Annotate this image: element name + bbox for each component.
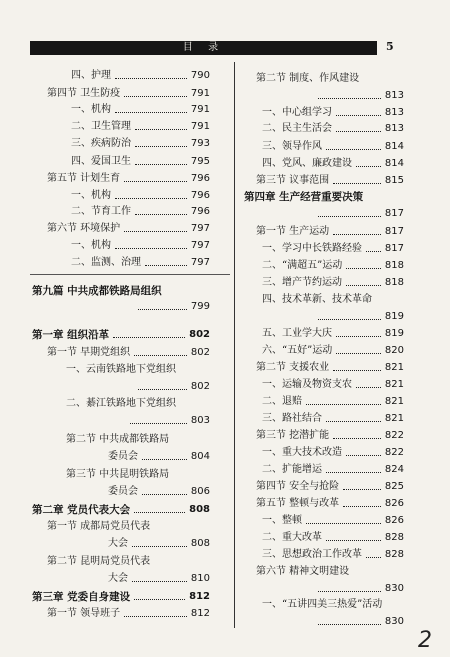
toc-entry-title: 第六节 环境保护 — [47, 223, 121, 234]
toc-entry-page: 825 — [384, 481, 404, 492]
toc-entry-title: 三、思想政治工作改革 — [262, 549, 362, 560]
toc-entry-page: 821 — [384, 362, 404, 373]
toc-leader-dots — [326, 140, 381, 150]
toc-entry-page: 802 — [190, 381, 210, 392]
toc-entry-title: 第二节 制度、作风建设 — [256, 73, 360, 84]
toc-entry — [262, 259, 404, 273]
toc-entry-page: 797 — [190, 240, 210, 251]
toc-leader-dots — [336, 122, 381, 132]
toc-entry — [262, 378, 404, 392]
toc-entry-title: 第三节 议事范围 — [256, 175, 330, 186]
toc-entry-page: 828 — [384, 549, 404, 560]
toc-entry-page: 826 — [384, 515, 404, 526]
toc-entry-title: 六、“五好”运动 — [262, 345, 333, 356]
toc-entry — [262, 293, 404, 307]
toc-entry-title: 四、技术革新、技术革命 — [262, 294, 372, 305]
toc-leader-dots — [336, 327, 381, 337]
toc-leader-dots — [343, 497, 381, 507]
toc-entry — [262, 548, 404, 562]
toc-entry — [256, 565, 404, 579]
toc-leader-dots — [356, 378, 381, 388]
toc-entry-page: 821 — [384, 379, 404, 390]
toc-entry-page: 826 — [384, 498, 404, 509]
toc-entry — [256, 480, 404, 494]
toc-entry-title: 第五节 计划生育 — [47, 173, 121, 184]
toc-entry-title: 委员会 — [108, 451, 138, 462]
page-header-title: 目 录 — [182, 42, 225, 53]
toc-leader-dots — [343, 480, 381, 490]
page-number: 5 — [386, 40, 394, 53]
toc-entry-title: 第六节 精神文明建设 — [256, 566, 350, 577]
toc-entry-page: 806 — [190, 486, 210, 497]
toc-entry-page: 803 — [190, 415, 210, 426]
toc-entry-title: 一、中心组学习 — [262, 107, 332, 118]
toc-entry-title: 第一节 生产运动 — [256, 226, 330, 237]
toc-leader-dots — [346, 446, 381, 456]
toc-entry — [262, 531, 404, 545]
toc-entry — [262, 395, 404, 409]
toc-entry-page: 822 — [384, 430, 404, 441]
toc-entry-title: 大会 — [108, 538, 128, 549]
toc-entry-title: 一、机构 — [71, 104, 111, 115]
toc-leader-dots — [333, 225, 381, 235]
toc-leader-dots — [366, 242, 381, 252]
toc-entry-page: 820 — [384, 345, 404, 356]
toc-entry — [256, 361, 404, 375]
toc-entry — [262, 463, 404, 477]
toc-entry-title: 第二章 党员代表大会 — [32, 504, 131, 516]
toc-leader-dots — [318, 310, 381, 320]
toc-entry-title: 三、疾病防治 — [71, 138, 131, 149]
toc-entry-title: 四、党风、廉政建设 — [262, 158, 352, 169]
toc-entry-page: 796 — [190, 206, 210, 217]
toc-leader-dots — [306, 514, 381, 524]
toc-entry-page: 817 — [384, 226, 404, 237]
toc-entry-page: 790 — [190, 70, 210, 81]
toc-entry-title: 委员会 — [108, 486, 138, 497]
toc-entry — [318, 310, 404, 324]
toc-entry — [318, 582, 404, 596]
handwritten-mark: 2 — [418, 628, 432, 653]
toc-entry — [318, 89, 404, 103]
toc-entry-page: 812 — [190, 608, 210, 619]
toc-entry-page: 815 — [384, 175, 404, 186]
toc-entry — [256, 497, 404, 511]
toc-leader-dots — [306, 395, 381, 405]
toc-entry — [262, 157, 404, 171]
toc-entry-title: 四、护理 — [71, 70, 111, 81]
toc-entry-page: 793 — [190, 138, 210, 149]
toc-entry-page: 802 — [189, 329, 210, 340]
toc-entry-page: 813 — [384, 90, 404, 101]
toc-entry — [318, 615, 404, 629]
toc-entry-page: 813 — [384, 107, 404, 118]
toc-entry-title: 第四节 安全与抢险 — [256, 481, 340, 492]
toc-entry — [256, 429, 404, 443]
toc-leader-dots — [326, 531, 381, 541]
toc-entry-title: 二、卫生管理 — [71, 121, 131, 132]
toc-entry-page: 822 — [384, 447, 404, 458]
toc-entry-page: 817 — [384, 208, 404, 219]
toc-leader-dots — [346, 276, 381, 286]
toc-entry-page: 821 — [384, 413, 404, 424]
toc-entry — [318, 207, 404, 221]
toc-entry — [262, 514, 404, 528]
toc-leader-dots — [346, 259, 381, 269]
toc-entry — [262, 140, 404, 154]
toc-entry-page: 830 — [384, 583, 404, 594]
toc-leader-dots — [318, 582, 381, 592]
toc-entry — [262, 598, 404, 612]
toc-entry-page: 808 — [190, 538, 210, 549]
toc-entry-title: 第三节 挖潜扩能 — [256, 430, 330, 441]
toc-entry-title: 第三节 中共昆明铁路局 — [66, 469, 170, 480]
toc-entry-title: 第二节 昆明局党员代表 — [47, 556, 151, 567]
toc-entry-page: 808 — [189, 504, 210, 515]
toc-entry-page: 814 — [384, 158, 404, 169]
toc-entry-page: 791 — [190, 88, 210, 99]
toc-entry-page: 824 — [384, 464, 404, 475]
toc-entry-page: 819 — [384, 311, 404, 322]
toc-entry-page: 791 — [190, 104, 210, 115]
toc-entry — [262, 242, 404, 256]
toc-entry-title: 第九篇 中共成都铁路局组织 — [32, 285, 162, 297]
toc-entry — [262, 446, 404, 460]
toc-entry-page: 817 — [384, 243, 404, 254]
toc-entry-page: 814 — [384, 141, 404, 152]
toc-leader-dots — [333, 361, 381, 371]
toc-entry-title: 第一章 组织沿革 — [32, 329, 110, 341]
toc-entry-page: 818 — [384, 277, 404, 288]
toc-entry — [256, 72, 404, 86]
toc-entry — [262, 327, 404, 341]
toc-entry — [262, 412, 404, 426]
toc-entry-page: 804 — [190, 451, 210, 462]
toc-leader-dots — [326, 463, 381, 473]
toc-entry-page: 818 — [384, 260, 404, 271]
toc-entry-title: 第一节 早期党组织 — [47, 347, 131, 358]
toc-entry-title: 二、重大改革 — [262, 532, 322, 543]
toc-entry-page: 802 — [190, 347, 210, 358]
toc-entry-title: 第四章 生产经营重要决策 — [244, 191, 364, 203]
toc-entry-page: 796 — [190, 173, 210, 184]
toc-entry-title: 四、爱国卫生 — [71, 156, 131, 167]
toc-entry-title: 二、扩能增运 — [262, 464, 322, 475]
toc-leader-dots — [366, 548, 381, 558]
toc-entry-title: 二、“满超五”运动 — [262, 260, 343, 271]
toc-leader-dots — [356, 157, 381, 167]
toc-entry-page: 810 — [190, 573, 210, 584]
toc-entry-title: 二、綦江铁路地下党组织 — [66, 398, 176, 409]
toc-leader-dots — [333, 174, 381, 184]
toc-entry-title: 一、云南铁路地下党组织 — [66, 364, 176, 375]
toc-entry-title: 一、“五讲四美三热爱”活动 — [262, 599, 383, 610]
toc-leader-dots — [318, 207, 381, 217]
toc-leader-dots — [318, 615, 381, 625]
toc-entry-title: 第五节 整顿与改革 — [256, 498, 340, 509]
toc-entry — [256, 225, 404, 239]
toc-entry-title: 第一节 领导班子 — [47, 608, 121, 619]
toc-leader-dots — [318, 89, 381, 99]
toc-entry-title: 二、退赔 — [262, 396, 302, 407]
toc-entry — [262, 106, 404, 120]
toc-entry-title: 第一节 成都局党员代表 — [47, 521, 151, 532]
toc-entry-title: 二、民主生活会 — [262, 123, 332, 134]
toc-entry-title: 二、节育工作 — [71, 206, 131, 217]
toc-entry-title: 第二节 中共成都铁路局 — [66, 434, 170, 445]
toc-entry-title: 第三章 党委自身建设 — [32, 591, 131, 603]
toc-entry-title: 一、运输及物资支农 — [262, 379, 352, 390]
toc-entry-page: 797 — [190, 223, 210, 234]
toc-entry-title: 二、监测、治理 — [71, 257, 141, 268]
toc-entry-title: 一、重大技术改造 — [262, 447, 342, 458]
toc-entry-page: 819 — [384, 328, 404, 339]
toc-entry-page: 821 — [384, 396, 404, 407]
toc-entry-page: 791 — [190, 121, 210, 132]
toc-entry-title: 一、学习中长铁路经验 — [262, 243, 362, 254]
toc-entry — [256, 174, 404, 188]
toc-entry-title: 三、增产节约运动 — [262, 277, 342, 288]
toc-entry-page: 830 — [384, 616, 404, 627]
toc-entry-title: 一、机构 — [71, 190, 111, 201]
toc-entry-title: 一、整顿 — [262, 515, 302, 526]
toc-entry-title: 三、路社结合 — [262, 413, 322, 424]
toc-entry — [262, 276, 404, 290]
toc-entry-title: 三、领导作风 — [262, 141, 322, 152]
toc-entry-title: 一、机构 — [71, 240, 111, 251]
toc-entry-page: 799 — [190, 301, 210, 312]
toc-entry-page: 813 — [384, 123, 404, 134]
toc-entry — [244, 190, 404, 204]
toc-entry — [262, 122, 404, 136]
toc-leader-dots — [326, 412, 381, 422]
toc-entry-page: 828 — [384, 532, 404, 543]
toc-entry-title: 五、工业学大庆 — [262, 328, 332, 339]
toc-entry-page: 796 — [190, 190, 210, 201]
toc-entry-page: 812 — [189, 591, 210, 602]
toc-entry-title: 大会 — [108, 573, 128, 584]
toc-leader-dots — [336, 106, 381, 116]
toc-entry — [262, 344, 404, 358]
toc-entry-page: 797 — [190, 257, 210, 268]
toc-entry-page: 795 — [190, 156, 210, 167]
toc-leader-dots — [336, 344, 381, 354]
toc-entry-title: 第四节 卫生防疫 — [47, 88, 121, 99]
toc-entry-title: 第二节 支援农业 — [256, 362, 330, 373]
toc-leader-dots — [333, 429, 381, 439]
